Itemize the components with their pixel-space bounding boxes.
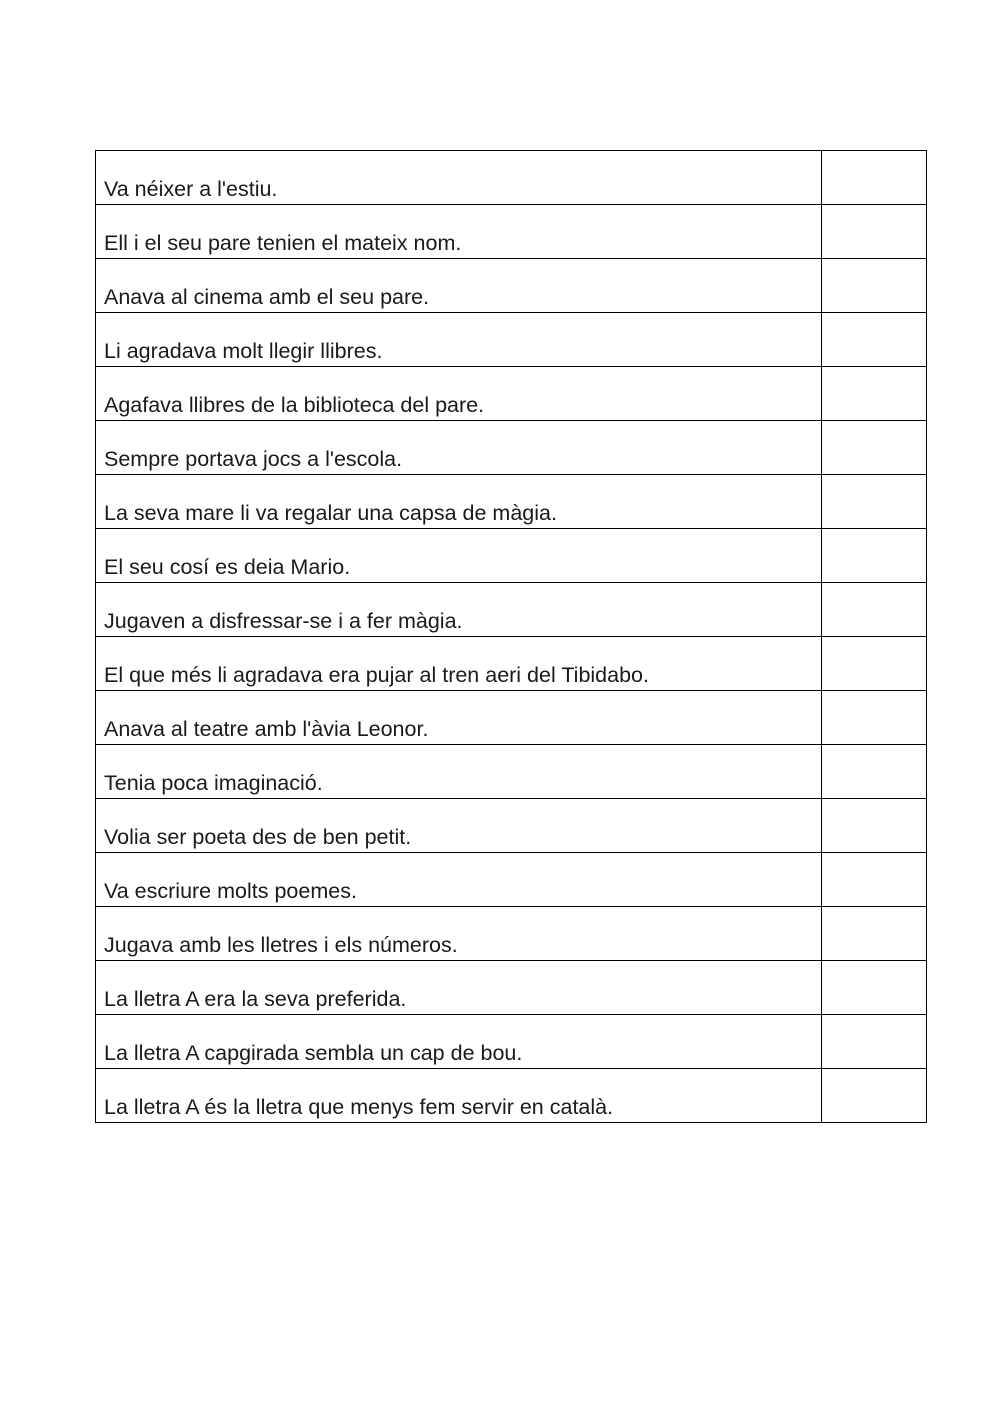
statement-cell	[96, 1069, 822, 1123]
statement-text: Anava al cinema amb el seu pare.	[104, 285, 430, 309]
table-row	[96, 205, 927, 259]
statement-cell	[96, 907, 822, 961]
table-row	[96, 1015, 927, 1069]
table-row	[96, 367, 927, 421]
table-row	[96, 853, 927, 907]
statement-cell	[96, 583, 822, 637]
statement-text: Va néixer a l'estiu.	[104, 177, 278, 201]
statement-cell	[96, 745, 822, 799]
statement-text: El que més li agradava era pujar al tren aeri del Tibidabo.	[104, 663, 649, 687]
statement-cell	[96, 367, 822, 421]
table-row	[96, 961, 927, 1015]
statement-cell	[96, 475, 822, 529]
table-row	[96, 799, 927, 853]
answer-box[interactable]	[822, 475, 927, 529]
answer-box[interactable]	[822, 313, 927, 367]
statement-text: Li agradava molt llegir llibres.	[104, 339, 383, 363]
statement-text: La lletra A capgirada sembla un cap de bou.	[104, 1041, 523, 1065]
statement-cell	[96, 691, 822, 745]
table-row	[96, 583, 927, 637]
table-row	[96, 745, 927, 799]
answer-box[interactable]	[822, 583, 927, 637]
statement-cell	[96, 313, 822, 367]
answer-box[interactable]	[822, 1015, 927, 1069]
answer-box[interactable]	[822, 151, 927, 205]
statement-cell	[96, 259, 822, 313]
table-row	[96, 691, 927, 745]
statement-text: Volia ser poeta des de ben petit.	[104, 825, 412, 849]
answer-box[interactable]	[822, 745, 927, 799]
statement-text: El seu cosí es deia Mario.	[104, 555, 351, 579]
table-row	[96, 1069, 927, 1123]
statement-text: La lletra A era la seva preferida.	[104, 987, 407, 1011]
statement-text: Tenia poca imaginació.	[104, 771, 323, 795]
table-row	[96, 259, 927, 313]
answer-box[interactable]	[822, 799, 927, 853]
statement-cell	[96, 853, 822, 907]
table-row	[96, 475, 927, 529]
statement-cell	[96, 151, 822, 205]
answer-box[interactable]	[822, 853, 927, 907]
answer-box[interactable]	[822, 961, 927, 1015]
statement-cell	[96, 529, 822, 583]
statements-table-body	[96, 151, 927, 1123]
statement-text: Ell i el seu pare tenien el mateix nom.	[104, 231, 462, 255]
statement-text: Sempre portava jocs a l'escola.	[104, 447, 403, 471]
statement-text: Agafava llibres de la biblioteca del pare.	[104, 393, 485, 417]
table-row	[96, 637, 927, 691]
answer-box[interactable]	[822, 637, 927, 691]
answer-box[interactable]	[822, 1069, 927, 1123]
answer-box[interactable]	[822, 691, 927, 745]
statement-text: La seva mare li va regalar una capsa de màgia.	[104, 501, 557, 525]
statement-cell	[96, 421, 822, 475]
table-row	[96, 907, 927, 961]
statement-cell	[96, 961, 822, 1015]
statement-cell	[96, 799, 822, 853]
statements-table	[95, 150, 927, 1123]
statement-text: Jugava amb les lletres i els números.	[104, 933, 458, 957]
answer-box[interactable]	[822, 259, 927, 313]
table-row	[96, 421, 927, 475]
answer-box[interactable]	[822, 421, 927, 475]
statement-text: Va escriure molts poemes.	[104, 879, 357, 903]
statement-text: La lletra A és la lletra que menys fem servir en català.	[104, 1095, 614, 1119]
table-row	[96, 313, 927, 367]
statement-cell	[96, 205, 822, 259]
answer-box[interactable]	[822, 367, 927, 421]
answer-box[interactable]	[822, 205, 927, 259]
answer-box[interactable]	[822, 529, 927, 583]
table-row	[96, 151, 927, 205]
table-row	[96, 529, 927, 583]
statement-cell	[96, 1015, 822, 1069]
statement-text: Jugaven a disfressar-se i a fer màgia.	[104, 609, 463, 633]
statement-cell	[96, 637, 822, 691]
answer-box[interactable]	[822, 907, 927, 961]
statement-text: Anava al teatre amb l'àvia Leonor.	[104, 717, 429, 741]
